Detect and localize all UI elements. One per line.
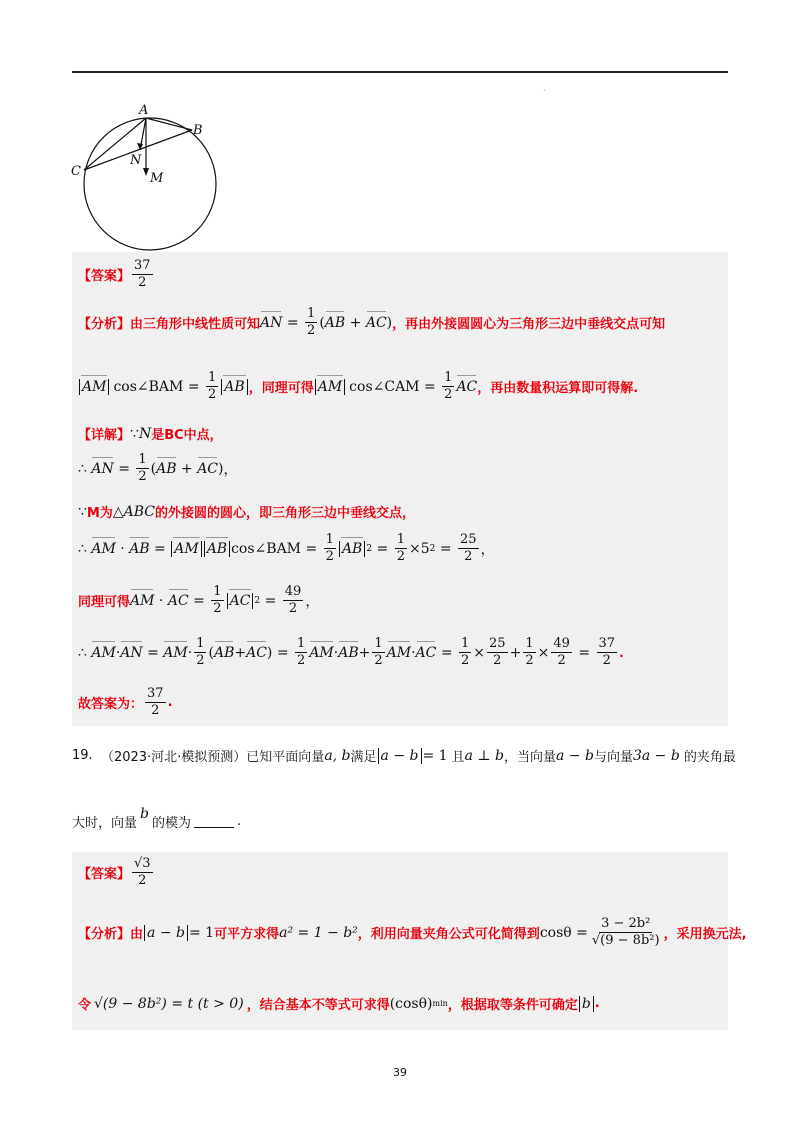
arrow-m-icon bbox=[143, 168, 149, 176]
header-rule bbox=[72, 71, 728, 73]
label-m: M bbox=[150, 171, 164, 186]
segment-ab bbox=[146, 118, 192, 130]
answer-fraction: $\frac{37}{2}$ bbox=[134, 258, 151, 290]
analysis-tag: 【分析】 bbox=[78, 317, 131, 332]
detail-tag: 【详解】 bbox=[78, 428, 131, 443]
answer-blank bbox=[194, 815, 234, 828]
label-b: B bbox=[193, 123, 203, 138]
detail-row-1: 【详解】 ∵ N 是BC中点， bbox=[78, 425, 223, 443]
answer-tag: 【答案】 bbox=[78, 269, 131, 284]
question-19-line1: 19. （2023·河北·模拟预测）已知平面向量 a, b 满足 a − b = 1 且 a ⊥ b ，当向量 a − b 与向量 3a − b 的夹角最 bbox=[72, 747, 736, 765]
detail-row-6: ∴ AM · AN = AM · $\frac{1}{2}$ ( AB + AC ) = $\frac{1}{2}$ AM · AB + $\frac{1}{2}$ AM · AC = $\frac{1}{2}$ × $\frac{25}{2}$ + $\frac{1}{2}$ × $\frac{49}{2}$ = $\frac{37}{2}$ . bbox=[78, 636, 624, 668]
question-number: 19. bbox=[72, 748, 93, 763]
analysis-row-19: 【分析】 由 a − b = 1 可平方求得 a² = 1 − b² ，利用向量夹角公式可化简得到 cosθ = $\frac{\text{3 − 2b²}}{\text{√(9 − 8b²)}}$ ，采用换元法, bbox=[78, 916, 747, 948]
label-c: C bbox=[71, 164, 81, 179]
detail-row-4: ∴ AM · AB = AM AB cos∠BAM = $\frac{1}{2}$ AB 2 = $\frac{1}{2}$ × 5 2 = $\frac{25}{2}$ ， bbox=[78, 532, 495, 564]
question-19-line2: 大时，向量 b 的模为 . bbox=[72, 805, 242, 831]
analysis-row-18b: AM cos∠BAM = $\frac{1}{2}$ AB ，同理可得 AM cos∠CAM = $\frac{1}{2}$ AC ，再由数量积运算即可得解. bbox=[78, 370, 638, 403]
page-number: 39 bbox=[393, 1066, 407, 1079]
detail-row-5: 同理可得 AM · AC = $\frac{1}{2}$ AC 2 = $\frac{49}{2}$ ， bbox=[78, 584, 320, 616]
detail-row-3: ∵ M为 △ABC 的外接圆的圆心，即三角形三边中垂线交点， bbox=[78, 503, 416, 521]
detail-row-2: ∴ AN = $\frac{1}{2}$ ( AB + AC ) ， bbox=[78, 452, 238, 484]
circle-diagram bbox=[68, 100, 228, 260]
final-answer-row-18: 故答案为： $\frac{37}{2}$ . bbox=[78, 686, 173, 718]
answer-row-19: 【答案】 $\frac{√3}{2}$ bbox=[78, 856, 151, 888]
analysis-row-18: 【分析】 由三角形中线性质可知 AN = $\frac{1}{2}$ ( AB + AC ) ，再由外接圆圆心为三角形三边中垂线交点可知 bbox=[78, 306, 666, 338]
header-mark: · bbox=[543, 86, 546, 95]
analysis-row-19b: 令 √(9 − 8b²) = t (t > 0) ，结合基本不等式可求得 (cosθ) min ，根据取等条件可确定 b . bbox=[78, 995, 600, 1013]
label-n: N bbox=[130, 153, 142, 168]
label-a: A bbox=[139, 103, 149, 118]
answer-row-18 bbox=[78, 258, 155, 291]
